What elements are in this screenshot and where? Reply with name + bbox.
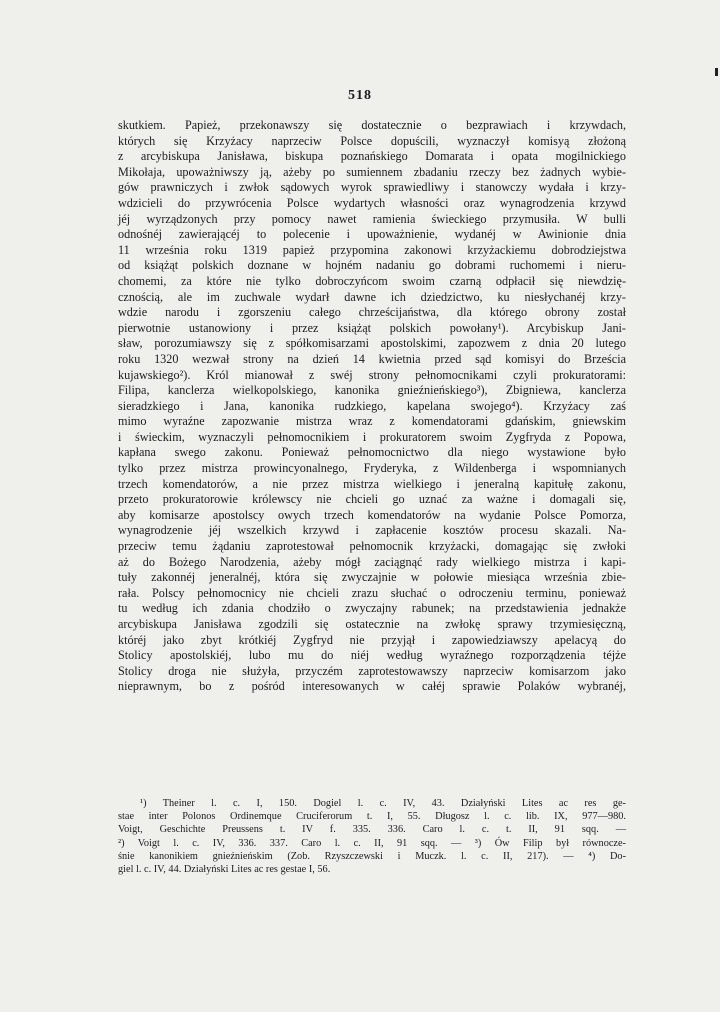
footnote-line: ²) Voigt l. c. IV, 336. 337. Caro l. c. II, 91 sqq. — ³) Ów Filip był równocze- bbox=[118, 837, 626, 849]
text-line: arcybiskupa Janisława zgodzili się ostatecznie na zwłokę sprawy trzymiesięczną, bbox=[118, 617, 626, 631]
text-line: z arcybiskupa Janisława, biskupa poznańskiego Domarata i opata mogilnickiego bbox=[118, 149, 626, 164]
text-line: wynagrodzenie jéj wszelkich krzywd i zapłacenie kosztów procesu skazali. Na- bbox=[118, 523, 626, 538]
text-line: sieradzkiego i Jana, kanonika rudzkiego, kapelana swojego⁴). Krzyżacy zaś bbox=[118, 398, 626, 413]
text-line: trzech komendatorów, a nie przez mistrza wielkiego i jeneralną kapitułę zakonu, bbox=[118, 476, 626, 491]
footnote-line: giel l. c. IV, 44. Działyński Lites ac res gestae I, 56. bbox=[118, 863, 331, 875]
text-line: nieprawnym, bo z pośród interesowanych w całéj sprawie Polaków wybranéj, bbox=[118, 679, 626, 694]
text-line: tylko przez mistrza prowincyonalnego, Fryderyka, z Wildenberga i wspomnianych bbox=[118, 461, 626, 476]
text-line: kujawskiego²). Król mianował z swéj strony pełnomocnikami czyli prokuratorami: bbox=[118, 367, 626, 382]
text-line: tu według ich zdania chodziło o zwyczajny rabunek; na przedstawienia jednakże bbox=[118, 601, 626, 616]
text-line: rała. Polscy pełnomocnicy nie chcieli zrazu słuchać o odroczeniu terminu, ponieważ bbox=[118, 585, 626, 600]
text-line: i świeckim, wyznaczyli pełnomocnikiem i prokuratorem swoim Zygfryda z Popowa, bbox=[118, 429, 626, 444]
text-line: Filipa, kanclerza wielkopolskiego, kanonika gnieźnieńskiego³), Zbigniewa, kanclerza bbox=[118, 383, 626, 398]
page-edge-mark bbox=[715, 68, 718, 76]
text-line: od książąt polskich doznane w hojném nadaniu go dobrami ruchomemi i nieru- bbox=[118, 258, 626, 273]
text-line: jéj wyrządzonych przy pomocy nawet ramienia świeckiego przymusiła. W bulli bbox=[118, 211, 626, 226]
text-line: wdzie narodu i zgorszeniu całego chrześcijaństwa, dla którego obrony został bbox=[118, 305, 626, 320]
text-line: odnośnéj zawierającéj to polecenie i upoważnienie, wydanéj w Awinionie dnia bbox=[118, 227, 626, 242]
text-line: tuły zakonnéj jeneralnéj, która się zwyczajnie w połowie miesiąca września zbie- bbox=[118, 570, 626, 585]
footnote-line: stae inter Polonos Ordinemque Cruciferorum t. I, 55. Długosz l. c. lib. IX, 977—980. bbox=[118, 811, 626, 823]
text-line: pierwotnie ustanowiony i przez książąt polskich powołany¹). Arcybiskup Jani- bbox=[118, 320, 626, 335]
text-line: sław, porozumiawszy się z spółkomisarzami apostolskimi, zapozwem z dnia 20 lutego bbox=[118, 336, 626, 351]
text-line: przeto prokuratorowie królewscy nie chcieli go uznać za ważne i domagali się, bbox=[118, 492, 626, 507]
text-line: gów prawniczych i zwłok sądowych wyrok sprawiedliwy i stanowczy wydała i krzy- bbox=[118, 180, 626, 195]
page-number: 518 bbox=[348, 88, 372, 103]
text-line: skutkiem. Papież, przekonawszy się dostatecznie o bezprawiach i krzywdach, bbox=[118, 118, 626, 132]
text-line: roku 1320 wezwał strony na dzień 14 kwietnia przed sąd komisyi do Brześcia bbox=[118, 351, 626, 366]
text-line: mimo wyraźne zapozwanie mistrza wraz z komendatorami gdańskim, gniewskim bbox=[118, 414, 626, 429]
footnote-line: Voigt, Geschichte Preussens t. IV f. 335. 336. Caro l. c. t. II, 91 sqq. — bbox=[118, 824, 626, 836]
text-line: Stolicy droga nie służyła, przyczém zaprotestowawszy naprzeciw komisarzom jako bbox=[118, 663, 626, 678]
text-line: kapłana swego zakonu. Ponieważ pełnomocnictwo dla niego wystawione było bbox=[118, 445, 626, 460]
text-line: Stolicy apostolskiéj, lubo mu do niéj według wyraźnego rozporządzenia téjże bbox=[118, 648, 626, 663]
body-text bbox=[118, 118, 626, 695]
text-line: Mikołaja, upoważniwszy ją, ażeby po sumiennem zbadaniu rzeczy bez żadnych wybie- bbox=[118, 164, 626, 179]
text-line: których się Krzyżacy naprzeciw Polsce dopuścili, wyznaczył komisyą złożoną bbox=[118, 133, 626, 148]
text-line: przeciw temu żądaniu zaprotestował pełnomocnik krzyżacki, domagając się zwłoki bbox=[118, 539, 626, 554]
text-line: 11 września roku 1319 papież przypomina zakonowi krzyżackiemu dobrodziejstwa bbox=[118, 242, 626, 257]
text-line: wdzicieli do przywrócenia Polsce wydartych własności oraz wynagrodzenia krzywd bbox=[118, 195, 626, 210]
text-line: cznością, ale im zuchwale wydarł dawne ich dziedzictwo, ku niesłychanéj krzy- bbox=[118, 289, 626, 304]
footnotes bbox=[118, 797, 626, 876]
text-line: aby komisarze apostolscy owych trzech komendatorów na wydanie Polsce Pomorza, bbox=[118, 507, 626, 522]
footnote-line: śnie kanonikiem gnieźnieńskim (Zob. Rzyszczewski i Muczk. l. c. II, 217). — ⁴) Do- bbox=[118, 850, 626, 862]
text-line: chomemi, za które nie tylko dobroczyńcom swoim czarną odpłacił się niewdzię- bbox=[118, 273, 626, 288]
text-line: któréj jako zbyt krótkiéj Zygfryd nie przyjął i zapowiedziawszy apelacyą do bbox=[118, 632, 626, 647]
text-line: aż do Bożego Narodzenia, ażeby mógł zaciągnąć rady wielkiego mistrza i kapi- bbox=[118, 554, 626, 569]
footnote-line: ¹) Theiner l. c. I, 150. Dogiel l. c. IV, 43. Działyński Lites ac res ge- bbox=[140, 798, 626, 809]
